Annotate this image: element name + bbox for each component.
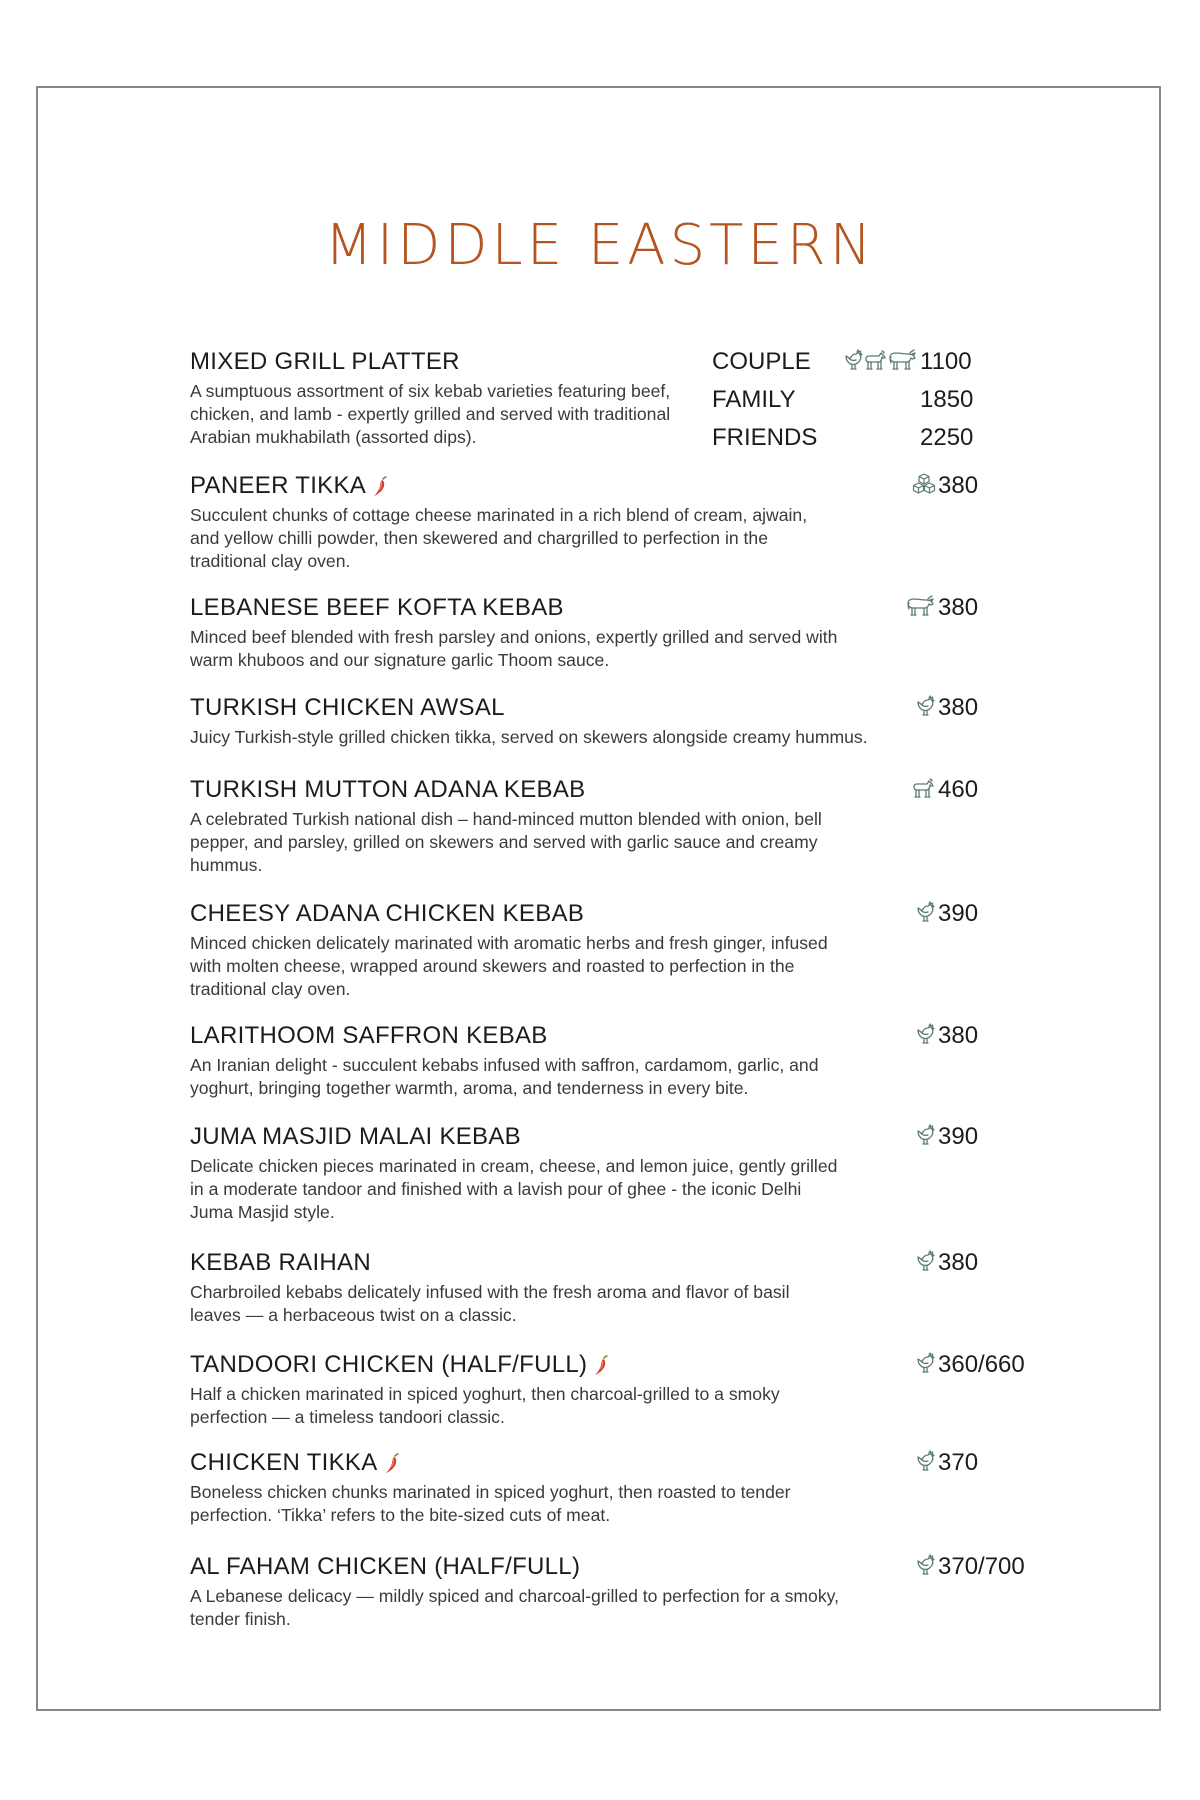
menu-item xyxy=(190,775,1050,877)
chicken-icon xyxy=(916,695,936,722)
chicken-icon xyxy=(916,1554,936,1581)
item-price-block xyxy=(916,1552,1050,1582)
size-icons-empty xyxy=(842,385,918,415)
item-price: 380 xyxy=(938,594,979,621)
meat-type-icons xyxy=(916,1450,936,1477)
meat-type-icons xyxy=(912,777,936,804)
item-price-block xyxy=(916,1248,1050,1278)
meat-type-icons xyxy=(916,695,936,722)
item-description: Half a chicken marinated in spiced yoghurt, then charcoal-grilled to a smoky perfection — a timeless tandoori classic. xyxy=(190,1384,780,1427)
item-price-block xyxy=(916,693,1050,723)
paneer-icon xyxy=(912,473,936,500)
menu-item-mixed-grill-platter xyxy=(190,347,1050,449)
item-name: MIXED GRILL PLATTER xyxy=(190,348,460,375)
meat-type-icons xyxy=(842,347,918,377)
item-price: 370/700 xyxy=(938,1553,1025,1580)
item-name: KEBAB RAIHAN xyxy=(190,1249,371,1276)
item-description: Minced beef blended with fresh parsley and onions, expertly grilled and served with warm khuboos and our signature garlic Thoom sauce. xyxy=(190,627,838,670)
size-label: FAMILY xyxy=(712,386,796,413)
item-name: LEBANESE BEEF KOFTA KEBAB xyxy=(190,594,564,621)
item-price-block xyxy=(916,1350,1050,1380)
size-label: FRIENDS xyxy=(712,424,818,451)
goat-icon xyxy=(864,349,888,376)
meat-type-icons xyxy=(912,473,936,500)
size-icons-empty xyxy=(842,423,918,453)
menu-item xyxy=(190,593,1050,672)
chicken-icon xyxy=(916,1450,936,1477)
item-price-block xyxy=(916,899,1050,929)
size-price: 1850 xyxy=(920,386,974,413)
spicy-chili-icon xyxy=(372,476,388,498)
size-row-family xyxy=(712,385,990,423)
menu-item xyxy=(190,1350,1050,1429)
item-price: 380 xyxy=(938,472,979,499)
item-name: LARITHOOM SAFFRON KEBAB xyxy=(190,1022,548,1049)
chicken-icon xyxy=(916,1352,936,1379)
platter-size-options xyxy=(712,347,990,461)
menu-item xyxy=(190,471,1050,573)
goat-icon xyxy=(912,777,936,804)
chicken-icon xyxy=(916,1250,936,1277)
item-price: 380 xyxy=(938,694,979,721)
size-price: 2250 xyxy=(920,424,974,451)
menu-item xyxy=(190,1122,1050,1224)
item-price-block xyxy=(912,775,1050,805)
chicken-icon xyxy=(916,1124,936,1151)
item-description: Succulent chunks of cottage cheese marinated in a rich blend of cream, ajwain, and yellow chilli powder, then skewered and chargrilled to perfection in the traditional clay oven. xyxy=(190,505,808,571)
beef-icon xyxy=(888,349,918,376)
item-price: 390 xyxy=(938,1123,979,1150)
beef-icon xyxy=(906,595,936,622)
chicken-icon xyxy=(916,901,936,928)
size-label: COUPLE xyxy=(712,348,811,375)
size-row-couple xyxy=(712,347,990,385)
meat-type-icons xyxy=(916,1554,936,1581)
item-name: CHICKEN TIKKA xyxy=(190,1449,378,1476)
item-description: Minced chicken delicately marinated with aromatic herbs and fresh ginger, infused with molten cheese, wrapped around skewers and roasted to perfection in the traditional clay oven. xyxy=(190,933,828,999)
menu-item xyxy=(190,1248,1050,1327)
meat-type-icons xyxy=(906,595,936,622)
item-name: JUMA MASJID MALAI KEBAB xyxy=(190,1123,521,1150)
item-price: 370 xyxy=(938,1449,979,1476)
item-price: 460 xyxy=(938,776,979,803)
chicken-icon xyxy=(916,1023,936,1050)
item-name: TURKISH MUTTON ADANA KEBAB xyxy=(190,776,586,803)
item-price: 360/660 xyxy=(938,1351,1025,1378)
item-description: A celebrated Turkish national dish – hand-minced mutton blended with onion, bell pepper, and parsley, grilled on skewers and served with garlic sauce and creamy hummus. xyxy=(190,809,822,875)
item-description: A sumptuous assortment of six kebab varieties featuring beef, chicken, and lamb - expertly grilled and served with traditional Arabian mukhabilath (assorted dips). xyxy=(190,381,671,447)
menu-item xyxy=(190,693,1050,749)
item-name: PANEER TIKKA xyxy=(190,472,367,499)
item-price-block xyxy=(916,1122,1050,1152)
item-name: CHEESY ADANA CHICKEN KEBAB xyxy=(190,900,585,927)
section-title: MIDDLE EASTERN xyxy=(324,213,876,278)
item-price-block xyxy=(916,1021,1050,1051)
meat-type-icons xyxy=(916,1023,936,1050)
menu-item xyxy=(190,1021,1050,1100)
item-name: TURKISH CHICKEN AWSAL xyxy=(190,694,505,721)
item-price-block xyxy=(906,593,1050,623)
meat-type-icons xyxy=(916,1250,936,1277)
chicken-icon xyxy=(844,349,864,376)
item-description: Juicy Turkish-style grilled chicken tikka, served on skewers alongside creamy hummus. xyxy=(190,727,868,747)
item-description: An Iranian delight - succulent kebabs infused with saffron, cardamom, garlic, and yoghurt, bringing together warmth, aroma, and tenderness in every bite. xyxy=(190,1055,819,1098)
item-price: 380 xyxy=(938,1022,979,1049)
spicy-chili-icon xyxy=(593,1355,609,1377)
item-price: 380 xyxy=(938,1249,979,1276)
menu-item xyxy=(190,1448,1050,1527)
menu-item xyxy=(190,899,1050,1001)
menu-item xyxy=(190,1552,1050,1631)
item-description: Charbroiled kebabs delicately infused with the fresh aroma and flavor of basil leaves — a herbaceous twist on a classic. xyxy=(190,1282,790,1325)
item-description: Boneless chicken chunks marinated in spiced yoghurt, then roasted to tender perfection. ‘Tikka’ refers to the bite-sized cuts of meat. xyxy=(190,1482,791,1525)
size-row-friends xyxy=(712,423,990,461)
meat-type-icons xyxy=(916,1124,936,1151)
meat-type-icons xyxy=(916,1352,936,1379)
item-description: Delicate chicken pieces marinated in cream, cheese, and lemon juice, gently grilled in a moderate tandoor and finished with a lavish pour of ghee - the iconic Delhi Juma Masjid style. xyxy=(190,1156,838,1222)
item-description: A Lebanese delicacy — mildly spiced and charcoal-grilled to perfection for a smoky, tender finish. xyxy=(190,1586,840,1629)
item-price-block xyxy=(912,471,1050,501)
item-price: 390 xyxy=(938,900,979,927)
item-price-block xyxy=(916,1448,1050,1478)
meat-type-icons xyxy=(916,901,936,928)
item-name: TANDOORI CHICKEN (HALF/FULL) xyxy=(190,1351,588,1378)
spicy-chili-icon xyxy=(384,1453,400,1475)
item-name: AL FAHAM CHICKEN (HALF/FULL) xyxy=(190,1553,581,1580)
size-price: 1100 xyxy=(920,348,972,375)
